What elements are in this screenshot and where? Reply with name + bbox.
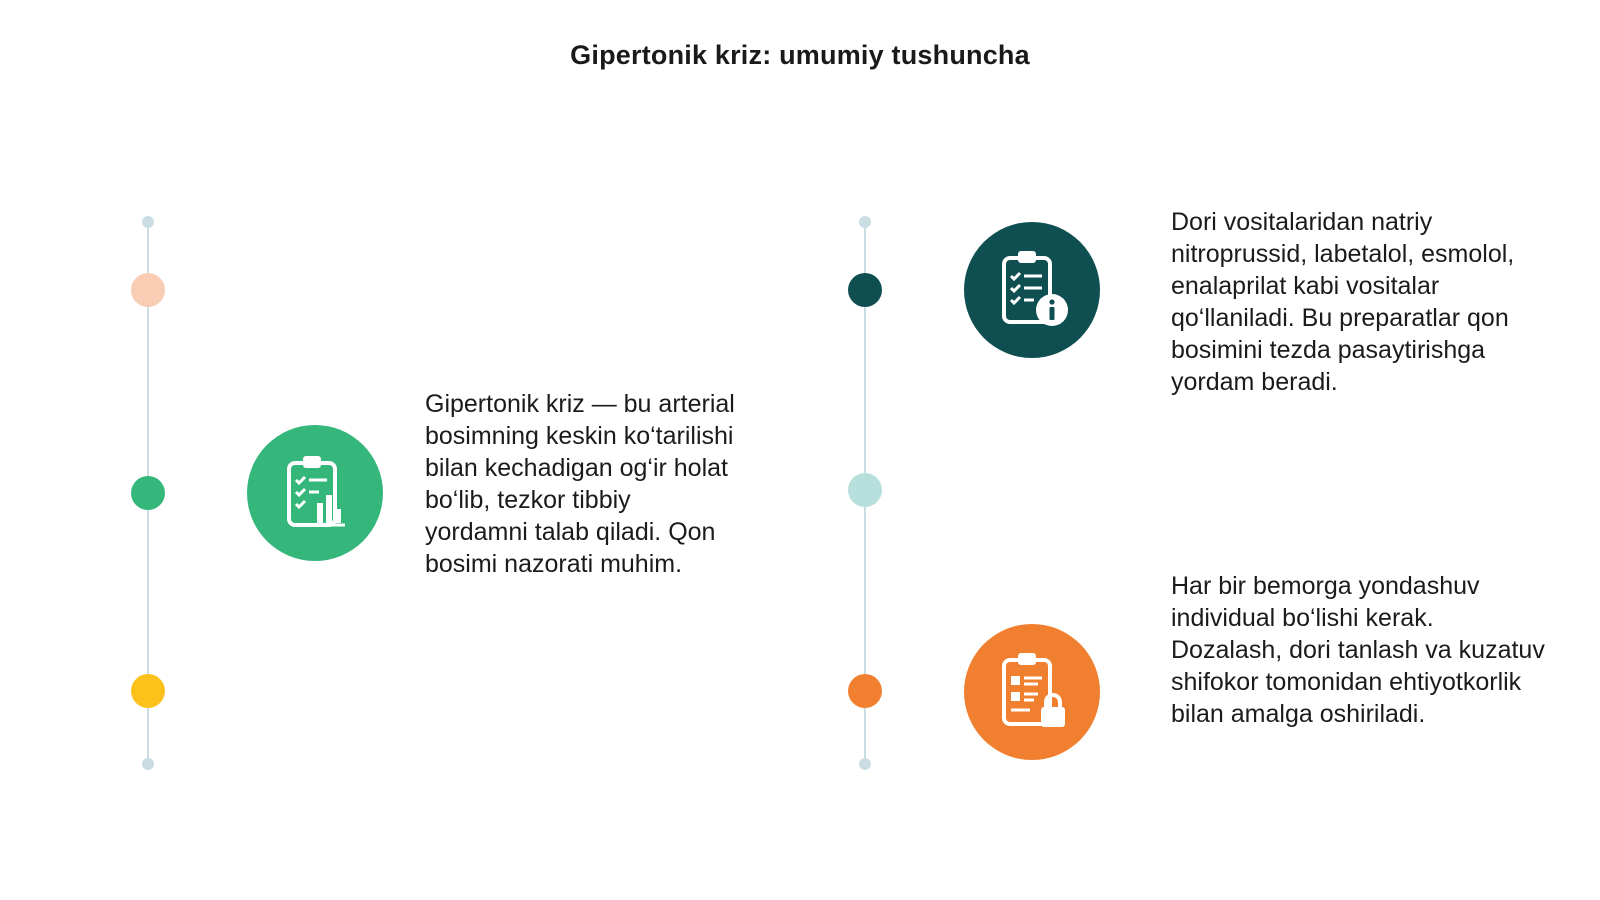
left-timeline-dot-green: [131, 476, 165, 510]
clipboard-chart-icon: [247, 425, 383, 561]
icon-badge-green: [247, 425, 383, 561]
item-text-1: Gipertonik kriz — bu arterial bosimning keskin ko‘tarilishi bilan kechadigan og‘ir holat bo‘lib, tezkor tibbiy yordamni talab qiladi. Qon bosimi nazorati muhim.: [425, 390, 735, 578]
page-title: Gipertonik kriz: umumiy tushuncha: [570, 40, 1030, 70]
clipboard-lock-icon: [964, 624, 1100, 760]
clipboard-info-icon: [964, 222, 1100, 358]
left-timeline-dot-peach: [131, 273, 165, 307]
icon-badge-orange: [964, 624, 1100, 760]
left-timeline-top-cap: [142, 216, 154, 228]
item-text-2: Dori vositalaridan natriy nitroprussid, labetalol, esmolol, enalaprilat kabi vositalar qo‘llaniladi. Bu preparatlar qon bosimini tezda pasaytirishga yordam beradi.: [1171, 208, 1515, 396]
item-text-3: Har bir bemorga yondashuv individual bo‘lishi kerak. Dozalash, dori tanlash va kuzatuv shifokor tomonidan ehtiyotkorlik bilan amalga oshiriladi.: [1171, 572, 1545, 728]
right-timeline-bottom-cap: [859, 758, 871, 770]
left-timeline-bottom-cap: [142, 758, 154, 770]
right-timeline-dot-light-teal: [848, 473, 882, 507]
right-timeline-dot-orange: [848, 674, 882, 708]
left-timeline-dot-yellow: [131, 674, 165, 708]
right-timeline-dot-dark-teal: [848, 273, 882, 307]
right-timeline-top-cap: [859, 216, 871, 228]
icon-badge-dark-teal: [964, 222, 1100, 358]
